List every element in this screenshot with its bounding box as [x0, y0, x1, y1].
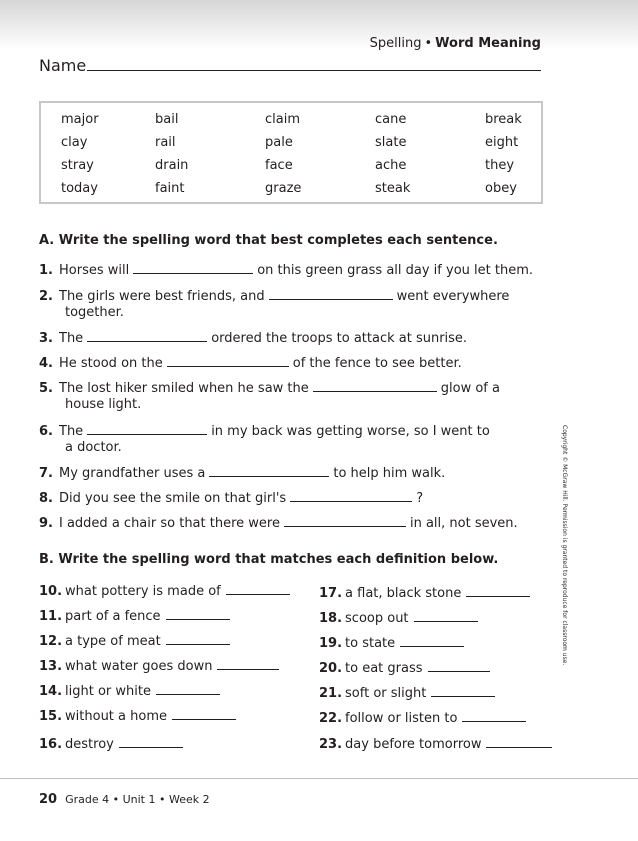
item-number: 10. — [39, 584, 63, 599]
item-number: 17. — [319, 586, 343, 601]
spelling-word: faint — [155, 181, 185, 196]
answer-blank[interactable] — [486, 736, 552, 748]
answer-blank[interactable] — [466, 585, 530, 597]
spelling-word: they — [485, 158, 515, 173]
spelling-word: claim — [265, 112, 301, 127]
sentence-item — [39, 515, 518, 531]
answer-blank[interactable] — [217, 658, 279, 670]
sentence-start: He stood on the — [59, 356, 163, 371]
answer-blank[interactable] — [269, 288, 393, 300]
definition-item — [319, 710, 526, 726]
answer-blank[interactable] — [119, 736, 183, 748]
spelling-word: bail — [155, 112, 179, 127]
sentence-end: ? — [416, 491, 424, 506]
answer-blank[interactable] — [284, 515, 406, 527]
item-number: 22. — [319, 711, 343, 726]
answer-blank[interactable] — [226, 583, 290, 595]
answer-blank[interactable] — [400, 635, 464, 647]
footer-info: Grade 4 • Unit 1 • Week 2 — [65, 793, 210, 806]
sentence-end: in my back was getting worse, so I went to — [211, 424, 490, 439]
definition-text: to state — [345, 636, 396, 651]
definition-text: destroy — [65, 737, 114, 752]
page-number: 20 — [39, 792, 58, 807]
sentence-start: The girls were best friends, and — [59, 289, 265, 304]
spelling-word: major — [61, 112, 99, 127]
sentence-end: glow of a — [440, 381, 500, 396]
answer-blank[interactable] — [290, 490, 412, 502]
definition-item — [39, 633, 230, 649]
spelling-word: slate — [375, 135, 407, 150]
sentence-item — [39, 262, 533, 278]
item-number: 5. — [39, 381, 53, 396]
answer-blank[interactable] — [313, 380, 437, 392]
sentence-end: of the fence to see better. — [292, 356, 462, 371]
answer-blank[interactable] — [414, 610, 478, 622]
footer-divider — [0, 778, 638, 779]
spelling-word-box — [39, 101, 543, 204]
item-number: 21. — [319, 686, 343, 701]
sentence-end: to help him walk. — [333, 466, 446, 481]
sentence-item — [39, 355, 462, 371]
definition-item — [39, 736, 183, 752]
spelling-word: obey — [485, 181, 517, 196]
name-label: Name — [39, 56, 87, 75]
definition-text: soft or slight — [345, 686, 427, 701]
spelling-word: face — [265, 158, 293, 173]
definition-item — [319, 610, 478, 626]
spelling-word: clay — [61, 135, 88, 150]
sentence-continuation: house light. — [65, 397, 142, 412]
sentence-start: The — [59, 424, 84, 439]
answer-blank[interactable] — [428, 660, 490, 672]
definition-item — [319, 685, 495, 701]
sentence-item — [39, 423, 490, 439]
header-band — [0, 0, 638, 50]
spelling-word: steak — [375, 181, 411, 196]
answer-blank[interactable] — [156, 683, 220, 695]
definition-item — [39, 708, 236, 724]
item-number: 6. — [39, 424, 53, 439]
item-number: 14. — [39, 684, 63, 699]
sentence-item — [39, 490, 423, 506]
sentence-start: I added a chair so that there were — [59, 516, 280, 531]
item-number: 9. — [39, 516, 53, 531]
spelling-word: pale — [265, 135, 293, 150]
sentence-start: The lost hiker smiled when he saw the — [59, 381, 309, 396]
sentence-item — [39, 288, 509, 304]
item-number: 19. — [319, 636, 343, 651]
definition-text: part of a fence — [65, 609, 161, 624]
definition-item — [319, 635, 464, 651]
answer-blank[interactable] — [209, 465, 329, 477]
header-topic: Word Meaning — [435, 36, 541, 51]
answer-blank[interactable] — [133, 262, 253, 274]
spelling-word: break — [485, 112, 522, 127]
sentence-end: in all, not seven. — [409, 516, 518, 531]
definition-text: a type of meat — [65, 634, 161, 649]
sentence-start: The — [59, 331, 84, 346]
item-number: 4. — [39, 356, 53, 371]
definition-text: to eat grass — [345, 661, 423, 676]
name-field-line[interactable] — [87, 70, 541, 71]
answer-blank[interactable] — [462, 710, 526, 722]
definition-item — [319, 736, 552, 752]
page-header — [370, 36, 541, 51]
sentence-start: Horses will — [59, 263, 130, 278]
spelling-word: cane — [375, 112, 407, 127]
definition-text: a flat, black stone — [345, 586, 462, 601]
sentence-start: My grandfather uses a — [59, 466, 206, 481]
definition-text: what pottery is made of — [65, 584, 221, 599]
definition-item — [39, 608, 230, 624]
item-number: 13. — [39, 659, 63, 674]
answer-blank[interactable] — [166, 608, 230, 620]
definition-item — [39, 658, 279, 674]
item-number: 1. — [39, 263, 53, 278]
sentence-start: Did you see the smile on that girl's — [59, 491, 287, 506]
definition-item — [319, 660, 490, 676]
spelling-word: ache — [375, 158, 407, 173]
answer-blank[interactable] — [172, 708, 236, 720]
answer-blank[interactable] — [167, 355, 289, 367]
definition-text: what water goes down — [65, 659, 213, 674]
item-number: 7. — [39, 466, 53, 481]
item-number: 20. — [319, 661, 343, 676]
spelling-word: today — [61, 181, 98, 196]
item-number: 12. — [39, 634, 63, 649]
header-subject: Spelling — [369, 36, 422, 51]
answer-blank[interactable] — [87, 423, 207, 435]
copyright-notice: Copyright © McGraw Hill. Permission is granted to reproduce for classroom use. — [561, 425, 568, 666]
spelling-word: drain — [155, 158, 189, 173]
sentence-end: on this green grass all day if you let them. — [257, 263, 533, 278]
sentence-continuation: a doctor. — [65, 440, 122, 455]
section-b-title: B. Write the spelling word that matches each definition below. — [39, 552, 499, 567]
item-number: 18. — [319, 611, 343, 626]
sentence-end: ordered the troops to attack at sunrise. — [211, 331, 468, 346]
definition-item — [319, 585, 530, 601]
item-number: 23. — [319, 737, 343, 752]
definition-text: day before tomorrow — [345, 737, 482, 752]
definition-text: follow or listen to — [345, 711, 458, 726]
sentence-item — [39, 330, 467, 346]
spelling-word: eight — [485, 135, 519, 150]
answer-blank[interactable] — [87, 330, 207, 342]
answer-blank[interactable] — [431, 685, 495, 697]
definition-item — [39, 583, 290, 599]
item-number: 11. — [39, 609, 63, 624]
sentence-item — [39, 465, 445, 481]
section-a-title: A. Write the spelling word that best completes each sentence. — [39, 233, 498, 248]
definition-text: without a home — [65, 709, 167, 724]
spelling-word: rail — [155, 135, 176, 150]
sentence-item — [39, 380, 500, 396]
spelling-word: graze — [265, 181, 302, 196]
definition-text: scoop out — [345, 611, 409, 626]
item-number: 3. — [39, 331, 53, 346]
definition-item — [39, 683, 220, 699]
answer-blank[interactable] — [166, 633, 230, 645]
sentence-continuation: together. — [65, 305, 124, 320]
sentence-end: went everywhere — [396, 289, 510, 304]
item-number: 16. — [39, 737, 63, 752]
definition-text: light or white — [65, 684, 151, 699]
spelling-word: stray — [61, 158, 94, 173]
item-number: 8. — [39, 491, 53, 506]
page-footer — [39, 792, 210, 807]
item-number: 15. — [39, 709, 63, 724]
item-number: 2. — [39, 289, 53, 304]
header-separator: • — [424, 36, 433, 51]
